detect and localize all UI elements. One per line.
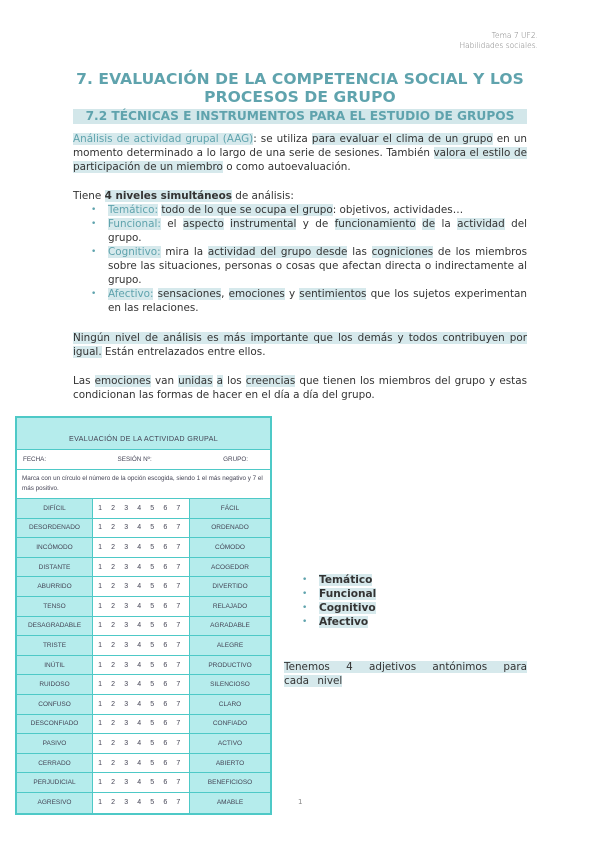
table-fields-row <box>17 450 270 470</box>
highlight: funcionamiento <box>334 218 416 230</box>
positive-adjective: PRODUCTIVO <box>189 656 270 675</box>
table-rows <box>17 499 270 813</box>
text: mira la <box>160 246 208 258</box>
table-title: EVALUACIÓN DE LA ACTIVIDAD GRUPAL <box>17 418 270 450</box>
positive-adjective: AMABLE <box>189 793 270 813</box>
negative-adjective: PERJUDICIAL <box>17 773 93 792</box>
positive-adjective: CLARO <box>189 695 270 714</box>
header-subject: Habilidades sociales. <box>459 41 538 50</box>
table-row <box>17 636 270 656</box>
table-row <box>17 577 270 597</box>
field-group: GRUPO: <box>223 456 248 463</box>
table-row <box>17 734 270 754</box>
text <box>153 288 157 300</box>
text: que los sujetos experimentan en las relaciones. <box>108 288 528 314</box>
levels-intro <box>73 189 527 203</box>
positive-adjective: ALEGRE <box>189 636 270 655</box>
text: del grupo. <box>108 218 527 244</box>
text: : se utiliza <box>253 133 312 145</box>
text: que tienen los miembros del grupo y estas condicionan las formas de hacer en el día a día del grupo. <box>73 375 527 401</box>
rating-scale[interactable]: 1 2 3 4 5 6 7 <box>93 656 189 675</box>
text: de los miembros sobre las situaciones, personas o cosas que afectan directa o indirectamente al grupo. <box>108 246 527 286</box>
highlight: Tenemos 4 adjetivos antónimos para cada nivel <box>284 661 527 687</box>
highlight: unidas <box>178 375 213 387</box>
rating-scale[interactable]: 1 2 3 4 5 6 7 <box>93 695 189 714</box>
rating-scale[interactable]: 1 2 3 4 5 6 7 <box>93 519 189 538</box>
highlight: de <box>422 218 436 230</box>
text: y <box>284 288 300 300</box>
summary-item <box>319 601 376 615</box>
summary-item <box>319 615 376 629</box>
text: en un momento determinado a lo largo de una serie de sesiones. También <box>73 133 527 159</box>
aag-term: Análisis de actividad grupal (AAG) <box>73 133 254 145</box>
text: Están entrelazados entre ellos. <box>101 346 266 358</box>
text: y de <box>296 218 335 230</box>
table-row <box>17 675 270 695</box>
positive-adjective: ORDENADO <box>189 519 270 538</box>
evaluation-form-table <box>15 416 272 815</box>
text: el <box>160 218 183 230</box>
level-funcional <box>108 217 527 245</box>
level-cognitivo <box>108 245 527 287</box>
level-afectivo <box>108 287 527 315</box>
negative-adjective: CERRADO <box>17 754 93 773</box>
rating-scale[interactable]: 1 2 3 4 5 6 7 <box>93 675 189 694</box>
highlight: sentimientos <box>299 288 367 300</box>
rating-scale[interactable]: 1 2 3 4 5 6 7 <box>93 773 189 792</box>
highlight: creencias <box>245 375 296 387</box>
text: o como autoevaluación. <box>222 161 351 173</box>
field-session: SESIÓN Nº: <box>117 456 152 463</box>
negative-adjective: DESCONFIADO <box>17 715 93 734</box>
levels-summary-list <box>319 573 376 629</box>
highlight: emociones <box>94 375 151 387</box>
text: Tiene <box>73 190 105 202</box>
highlight: valora el estilo de participación de un miembro <box>73 147 527 173</box>
level-tematico <box>108 203 527 217</box>
negative-adjective: INÚTIL <box>17 656 93 675</box>
positive-adjective: AGRADABLE <box>189 617 270 636</box>
levels-count: 4 niveles simultáneos <box>104 190 232 202</box>
text: la <box>435 218 458 230</box>
positive-adjective: CONFIADO <box>189 715 270 734</box>
negative-adjective: CONFUSO <box>17 695 93 714</box>
highlight: a <box>216 375 223 387</box>
table-row <box>17 754 270 774</box>
text: : objetivos, actividades… <box>332 204 464 216</box>
positive-adjective: BENEFICIOSO <box>189 773 270 792</box>
negative-adjective: TRISTE <box>17 636 93 655</box>
table-row <box>17 656 270 676</box>
text: Las <box>73 375 95 387</box>
rating-scale[interactable]: 1 2 3 4 5 6 7 <box>93 597 189 616</box>
table-row <box>17 558 270 578</box>
highlight: todo de lo que se ocupa el grupo <box>161 204 333 216</box>
highlight: actividad del grupo desde <box>207 246 348 258</box>
rating-scale[interactable]: 1 2 3 4 5 6 7 <box>93 793 189 813</box>
positive-adjective: DIVERTIDO <box>189 577 270 596</box>
negative-adjective: DIFÍCIL <box>17 499 93 518</box>
table-instructions: Marca con un círculo el número de la opción escogida, siendo 1 el más negativo y 7 el más positivo. <box>17 470 270 499</box>
negative-adjective: DESAGRADABLE <box>17 617 93 636</box>
table-row <box>17 597 270 617</box>
negative-adjective: TENSO <box>17 597 93 616</box>
rating-scale[interactable]: 1 2 3 4 5 6 7 <box>93 558 189 577</box>
level-name: Afectivo: <box>108 288 154 300</box>
table-row <box>17 617 270 637</box>
text: de análisis: <box>231 190 294 202</box>
level-name: Temático: <box>108 204 158 216</box>
highlight: emociones <box>228 288 285 300</box>
level-name: Funcional: <box>108 218 161 230</box>
table-row <box>17 793 270 813</box>
page-number: 1 <box>298 798 303 806</box>
positive-adjective: FÁCIL <box>189 499 270 518</box>
negative-adjective: RUIDOSO <box>17 675 93 694</box>
emotions-paragraph <box>73 374 527 402</box>
negative-adjective: DESORDENADO <box>17 519 93 538</box>
table-row <box>17 519 270 539</box>
text: las <box>347 246 372 258</box>
table-row <box>17 773 270 793</box>
levels-list <box>108 203 527 315</box>
rating-scale[interactable]: 1 2 3 4 5 6 7 <box>93 577 189 596</box>
positive-adjective: ACOGEDOR <box>189 558 270 577</box>
summary-label: Funcional <box>319 588 377 600</box>
page-title: 7. EVALUACIÓN DE LA COMPETENCIA SOCIAL Y LOS PROCESOS DE GRUPO <box>76 70 524 106</box>
rating-scale[interactable]: 1 2 3 4 5 6 7 <box>93 715 189 734</box>
table-row <box>17 695 270 715</box>
highlight: para evaluar el clima de un grupo <box>311 133 493 145</box>
highlight: sensaciones <box>157 288 222 300</box>
highlight: Ningún nivel de análisis es más importante que los demás y todos contribuyen por igual. <box>73 332 527 358</box>
aag-definition <box>73 132 527 174</box>
table-row <box>17 499 270 519</box>
text: , <box>221 288 229 300</box>
field-date: FECHA: <box>23 456 47 463</box>
highlight: cogniciones <box>371 246 434 258</box>
positive-adjective: ABIERTO <box>189 754 270 773</box>
positive-adjective: CÓMODO <box>189 538 270 557</box>
summary-item <box>319 573 376 587</box>
negative-adjective: ABURRIDO <box>17 577 93 596</box>
rating-scale[interactable]: 1 2 3 4 5 6 7 <box>93 538 189 557</box>
text: los <box>223 375 246 387</box>
highlight: actividad <box>457 218 505 230</box>
rating-scale[interactable]: 1 2 3 4 5 6 7 <box>93 636 189 655</box>
rating-scale[interactable]: 1 2 3 4 5 6 7 <box>93 754 189 773</box>
summary-label: Temático <box>319 574 373 586</box>
rating-scale[interactable]: 1 2 3 4 5 6 7 <box>93 617 189 636</box>
importance-paragraph <box>73 331 527 359</box>
table-row <box>17 538 270 558</box>
highlight: instrumental <box>230 218 297 230</box>
positive-adjective: RELAJADO <box>189 597 270 616</box>
positive-adjective: ACTIVO <box>189 734 270 753</box>
table-row <box>17 715 270 735</box>
summary-label: Cognitivo <box>319 602 376 614</box>
negative-adjective: DISTANTE <box>17 558 93 577</box>
positive-adjective: SILENCIOSO <box>189 675 270 694</box>
header-topic: Tema 7 UF2. <box>491 31 538 40</box>
negative-adjective: INCÓMODO <box>17 538 93 557</box>
text: van <box>150 375 179 387</box>
highlight: aspecto <box>182 218 224 230</box>
summary-item <box>319 587 376 601</box>
side-note <box>284 660 527 688</box>
negative-adjective: AGRESIVO <box>17 793 93 813</box>
text <box>213 375 217 387</box>
page-header <box>459 31 538 51</box>
rating-scale[interactable]: 1 2 3 4 5 6 7 <box>93 734 189 753</box>
summary-label: Afectivo <box>319 616 369 628</box>
rating-scale[interactable]: 1 2 3 4 5 6 7 <box>93 499 189 518</box>
level-name: Cognitivo: <box>108 246 161 258</box>
section-subtitle: 7.2 TÉCNICAS E INSTRUMENTOS PARA EL ESTUDIO DE GRUPOS <box>73 109 527 124</box>
negative-adjective: PASIVO <box>17 734 93 753</box>
